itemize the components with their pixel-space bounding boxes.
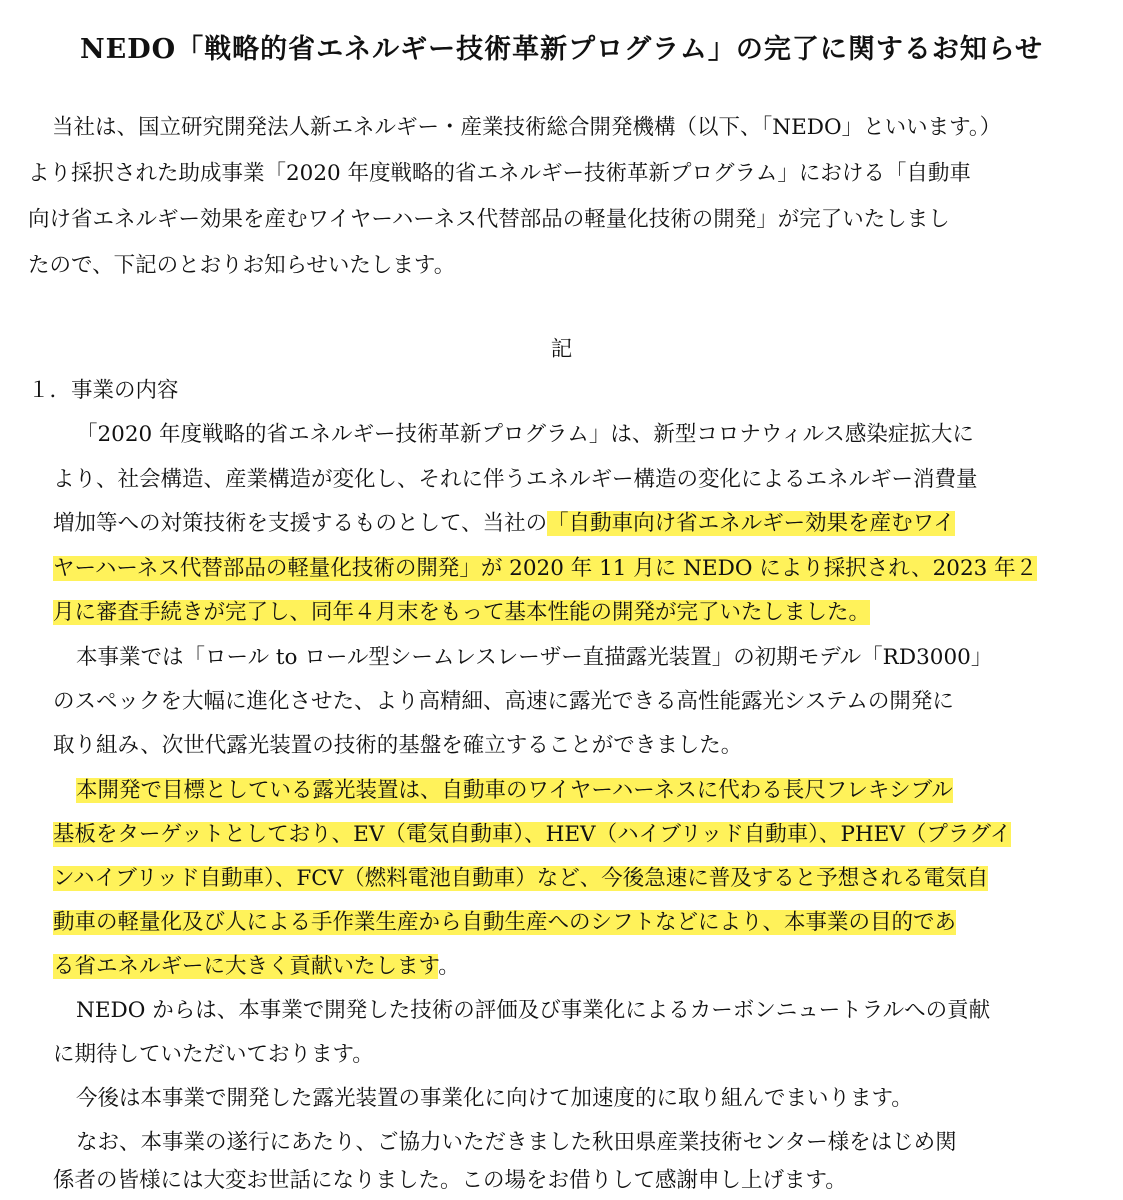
p6-line-1: なお、本事業の遂行にあたり、ご協力いただきました秋田県産業技術センター様をはじめ関 <box>76 1130 957 1155</box>
section-heading: １．事業の内容 <box>28 378 179 403</box>
p3-highlight-2: 基板をターゲットとしており、EV（電気自動車）、HEV（ハイブリッド自動車）、PHEV（プラグイ <box>53 822 1012 847</box>
p3-line-1 <box>76 774 953 808</box>
p6-line-2: 係者の皆様には大変お世話になりました。この場をお借りして感謝申し上げます。 <box>53 1168 847 1193</box>
intro-line-4: たので、下記のとおりお知らせいたします。 <box>28 253 456 278</box>
p1-line-5 <box>53 596 870 630</box>
p1-line-4 <box>53 552 1037 586</box>
p3-highlight-1: 本開発で目標としている露光装置は、自動車のワイヤーハーネスに代わる長尺フレキシブル <box>76 778 953 803</box>
p1-line-3 <box>53 507 955 541</box>
p1-line-2: より、社会構造、産業構造が変化し、それに伴うエネルギー構造の変化によるエネルギー消費量 <box>53 467 978 492</box>
p3-highlight-3: ンハイブリッド自動車）、FCV（燃料電池自動車）など、今後急速に普及すると予想される電気自 <box>53 866 989 891</box>
p3-highlight-5: る省エネルギーに大きく貢献いたします <box>53 954 439 979</box>
intro-line-2: より採択された助成事業「2020 年度戦略的省エネルギー技術革新プログラム」における「自動車 <box>28 161 971 186</box>
p5-line-1: 今後は本事業で開発した露光装置の事業化に向けて加速度的に取り組んでまいります。 <box>76 1086 913 1111</box>
p3-line-3 <box>53 862 988 896</box>
p3-highlight-4: 動車の軽量化及び人による手作業生産から自動生産へのシフトなどにより、本事業の目的であ <box>53 910 957 935</box>
p1-highlight-mid: ヤーハーネス代替部品の軽量化技術の開発」が 2020 年 11 月に NEDO により採択され、2023 年２ <box>53 556 1038 581</box>
p1-line-3-plain: 増加等への対策技術を支援するものとして、当社の <box>53 511 548 536</box>
document-title: NEDO「戦略的省エネルギー技術革新プログラム」の完了に関するお知らせ <box>79 34 1044 65</box>
p2-line-2: のスペックを大幅に進化させた、より高精細、高速に露光できる高性能露光システムの開発に <box>53 689 954 714</box>
p4-line-2: に期待していただいております。 <box>53 1042 374 1067</box>
p2-line-1: 本事業では「ロール to ロール型シームレスレーザー直描露光装置」の初期モデル「RD3000」 <box>76 645 993 670</box>
p3-line-4 <box>53 906 956 940</box>
intro-line-1: 当社は、国立研究開発法人新エネルギー・産業技術総合開発機構（以下、「NEDO」といいます。） <box>52 115 1002 140</box>
p4-line-1: NEDO からは、本事業で開発した技術の評価及び事業化によるカーボンニュートラルへの貢献 <box>76 998 991 1023</box>
p1-highlight-start: 「自動車向け省エネルギー効果を産むワイ <box>547 511 955 536</box>
p1-highlight-end: 月に審査手続きが完了し、同年４月末をもって基本性能の開発が完了いたしました。 <box>53 600 871 625</box>
p3-line-2 <box>53 818 1011 852</box>
p3-line-5 <box>53 950 460 984</box>
intro-line-3: 向け省エネルギー効果を産むワイヤーハーネス代替部品の軽量化技術の開発」が完了いたしまし <box>28 207 950 232</box>
p2-line-3: 取り組み、次世代露光装置の技術的基盤を確立することができました。 <box>53 733 743 758</box>
p1-line-1: 「2020 年度戦略的省エネルギー技術革新プログラム」は、新型コロナウィルス感染症拡大に <box>76 422 974 447</box>
ki-heading: 記 <box>550 337 573 362</box>
p3-line-5-end: 。 <box>438 954 460 979</box>
